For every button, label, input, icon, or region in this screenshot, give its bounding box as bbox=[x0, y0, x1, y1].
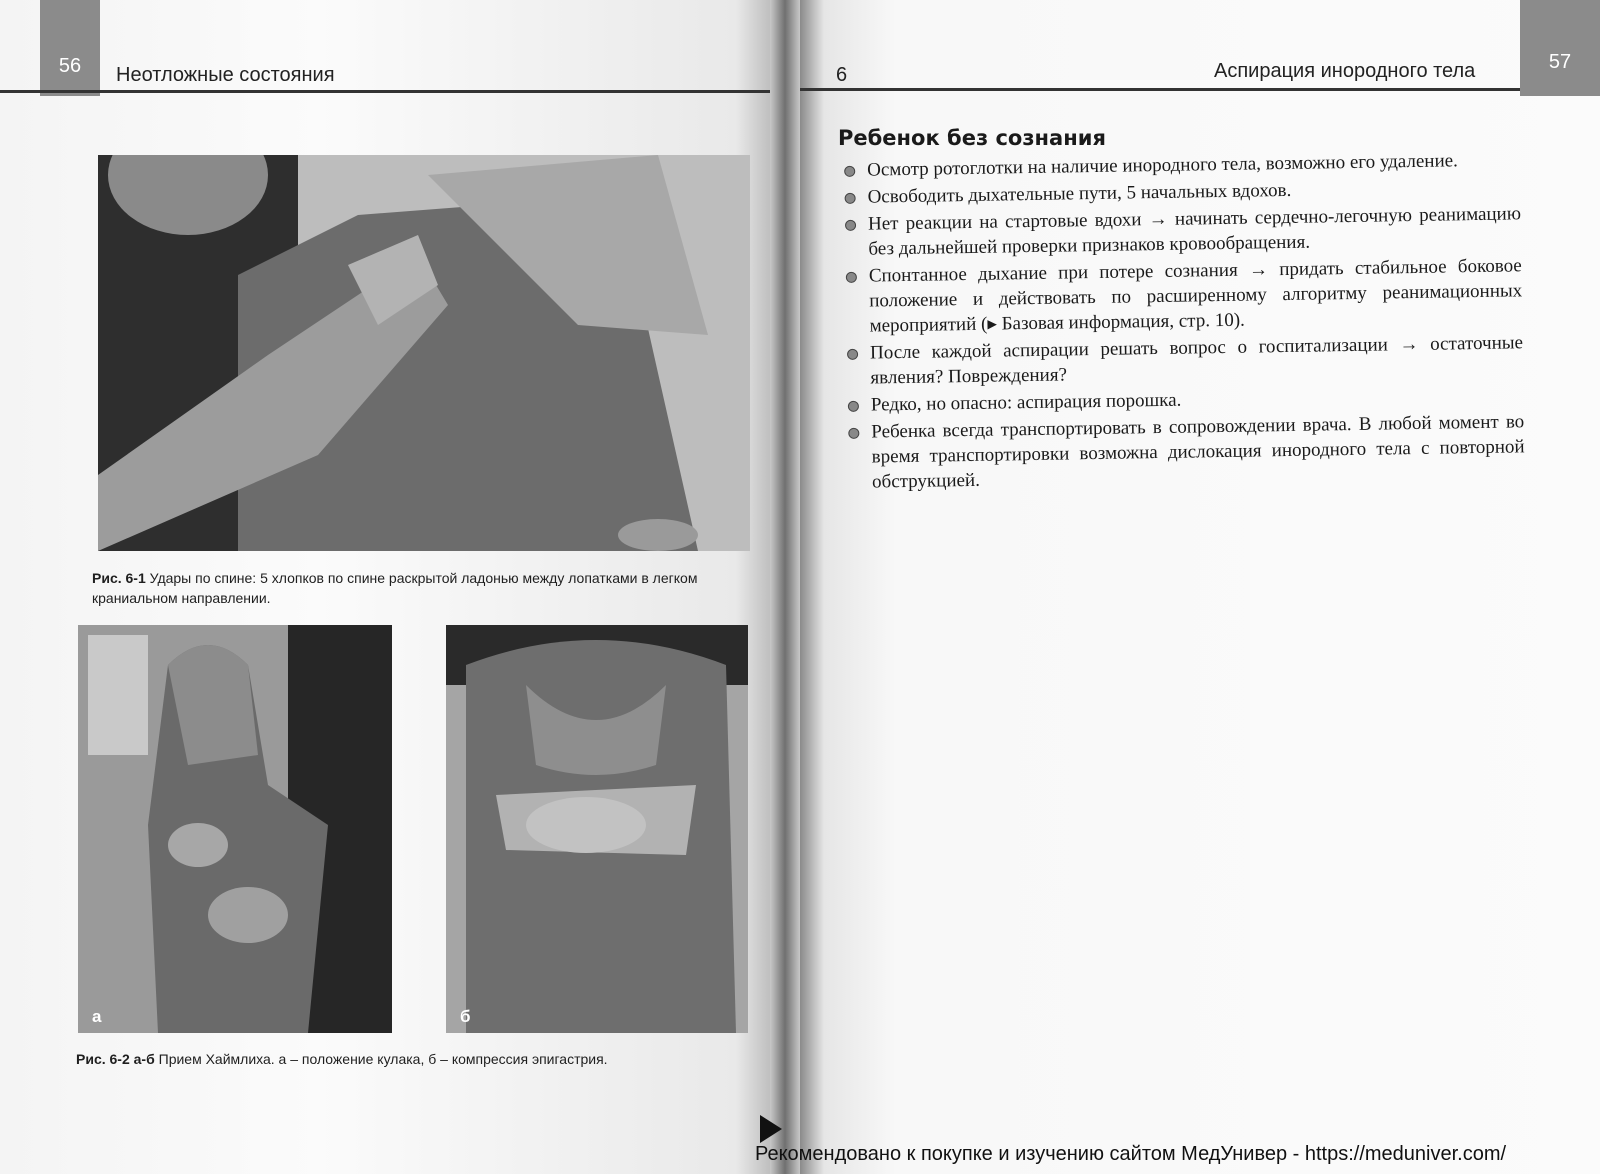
list-item-text: Ребенка всегда транспортировать в сопровождении врача. В любой момент во время транспортировки возможна дислокация инородного тела с повторной обструкцией. bbox=[871, 411, 1525, 493]
page-number-tab-right bbox=[1520, 0, 1600, 96]
figure-6-2-text: Прием Хаймлиха. а – положение кулака, б – компрессия эпигастрия. bbox=[158, 1051, 608, 1067]
panel-b-label: б bbox=[460, 1007, 471, 1026]
figure-6-1-label: Рис. 6-1 bbox=[92, 570, 146, 586]
figure-6-1-caption bbox=[92, 568, 732, 608]
bullet-icon bbox=[845, 220, 856, 231]
list-item-text: Освободить дыхательные пути, 5 начальных вдохов. bbox=[867, 179, 1292, 208]
list-item bbox=[842, 253, 1523, 339]
footer-recommendation: Рекомендовано к покупке и изучению сайтом МедУнивер - https://meduniver.com/ bbox=[755, 1143, 1507, 1165]
list-item bbox=[843, 330, 1524, 391]
figure-6-2-caption bbox=[76, 1049, 756, 1069]
bullet-icon bbox=[847, 349, 858, 360]
running-head-left: Неотложные состояния bbox=[116, 64, 335, 86]
bullet-list bbox=[840, 147, 1525, 497]
bullet-icon bbox=[846, 272, 857, 283]
header-rule-right bbox=[800, 88, 1520, 91]
list-item-text: Осмотр ротоглотки на наличие инородного тела, возможно его удаление. bbox=[867, 150, 1459, 181]
bullet-icon bbox=[844, 166, 855, 177]
figure-6-2-label: Рис. 6-2 а-б bbox=[76, 1051, 155, 1067]
footer-arrow-icon bbox=[760, 1115, 782, 1143]
running-head-right: Аспирация инородного тела bbox=[1214, 60, 1476, 82]
book-spine bbox=[770, 0, 800, 1174]
list-item bbox=[844, 409, 1525, 495]
figure-6-1-photo bbox=[98, 155, 750, 551]
bullet-icon bbox=[848, 428, 859, 439]
list-item-text: Нет реакции на стартовые вдохи → начинать сердечно-легочную реанимацию без дальнейшей проверки признаков кровообращения. bbox=[867, 203, 1522, 260]
figure-6-1-text: Удары по спине: 5 хлопков по спине раскрытой ладонью между лопатками в легком краниальном направлении. bbox=[92, 570, 698, 606]
figure-6-2a-photo bbox=[78, 625, 392, 1033]
list-item-text: Спонтанное дыхание при потере сознания → придать стабильное боковое положение и действовать по расширенному алгоритму реанимационных мероприятий (▸ Базовая информация, стр. 10). bbox=[868, 255, 1523, 337]
chapter-number: 6 bbox=[836, 64, 848, 86]
section-title: Ребенок без сознания bbox=[838, 126, 1106, 150]
panel-a-label: а bbox=[92, 1007, 102, 1026]
header-rule-left bbox=[0, 90, 770, 93]
list-item-text: Редко, но опасно: аспирация порошка. bbox=[870, 389, 1182, 416]
list-item-text: После каждой аспирации решать вопрос о госпитализации → остаточные явления? Повреждения? bbox=[869, 332, 1524, 389]
page-number-tab-left bbox=[40, 0, 100, 96]
bullet-icon bbox=[845, 193, 856, 204]
figure-6-2b-photo bbox=[446, 625, 748, 1033]
bullet-icon bbox=[848, 401, 859, 412]
page-number-left: 56 bbox=[58, 55, 82, 77]
list-item bbox=[841, 201, 1522, 262]
page-number-right: 57 bbox=[1548, 51, 1572, 73]
